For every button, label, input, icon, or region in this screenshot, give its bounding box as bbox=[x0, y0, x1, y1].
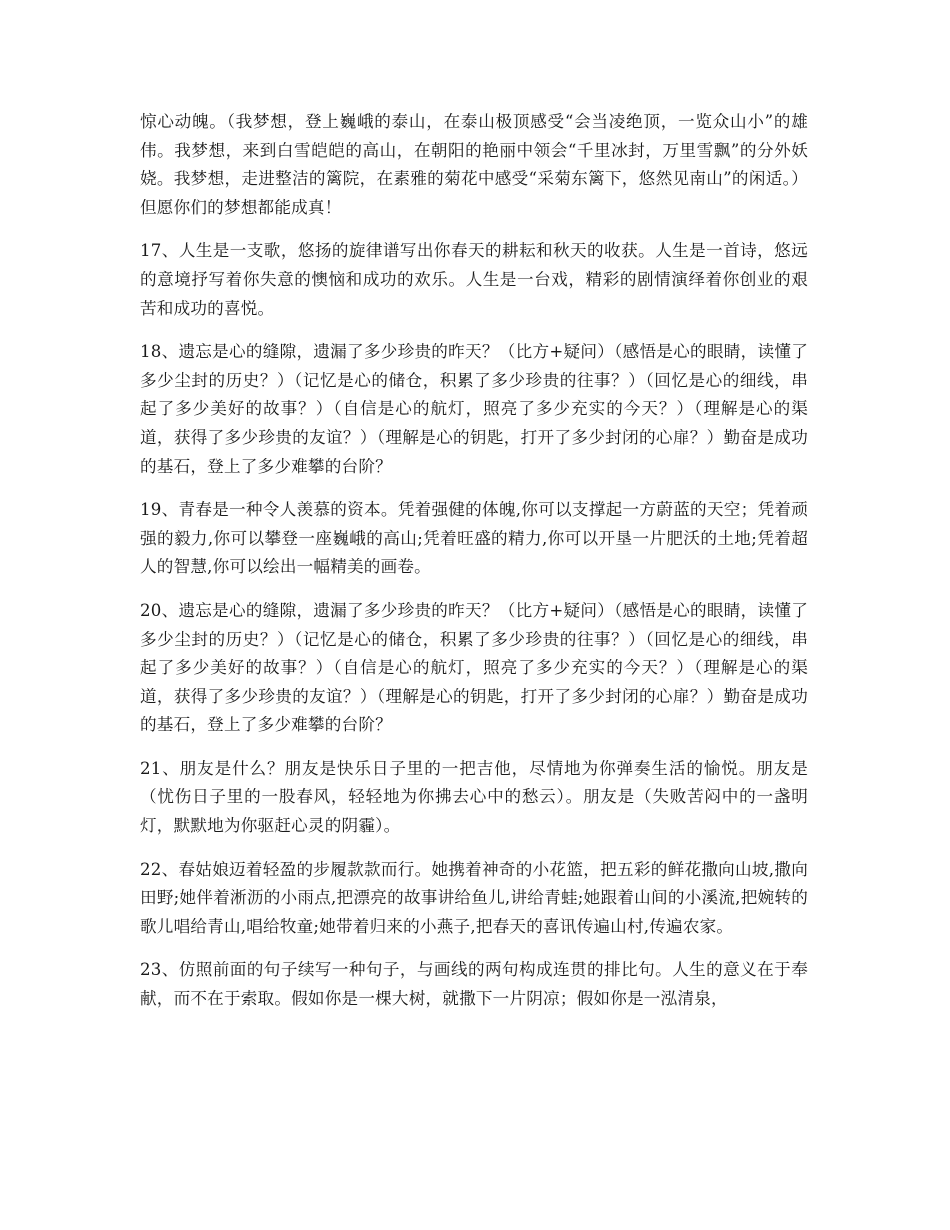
paragraph-21: 21、朋友是什么？朋友是快乐日子里的一把吉他，尽情地为你弹奏生活的愉悦。朋友是（忧伤日子里的一股春风，轻轻地为你拂去心中的愁云）。朋友是（失败苦闷中的一盏明灯，默默地为你驱赶心灵的阴霾）。 bbox=[140, 758, 808, 836]
paragraph-19: 19、青春是一种令人羡慕的资本。凭着强健的体魄,你可以支撑起一方蔚蓝的天空；凭着顽强的毅力,你可以攀登一座巍峨的高山;凭着旺盛的精力,你可以开垦一片肥沃的土地;凭着超人的智慧,你可以绘出一幅精美的画卷。 bbox=[140, 500, 808, 577]
paragraph-continuation: 惊心动魄。（我梦想，登上巍峨的泰山，在泰山极顶感受“会当凌绝顶，一览众山小”的雄伟。我梦想，来到白雪皑皑的高山，在朝阳的艳丽中领会“千里冰封，万里雪飘”的分外妖娆。我梦想，走进整洁的篱院，在素雅的菊花中感受“采菊东篱下，悠然见南山”的闲适。）但愿你们的梦想都能成真！ bbox=[140, 112, 808, 217]
paragraph-23: 23、仿照前面的句子续写一种句子，与画线的两句构成连贯的排比句。人生的意义在于奉献，而不在于索取。假如你是一棵大树，就撒下一片阴凉；假如你是一泓清泉， bbox=[140, 960, 808, 1009]
paragraph-17: 17、人生是一支歌，悠扬的旋律谱写出你春天的耕耘和秋天的收获。人生是一首诗，悠远的意境抒写着你失意的懊恼和成功的欢乐。人生是一台戏，精彩的剧情演绎着你创业的艰苦和成功的喜悦。 bbox=[140, 241, 808, 318]
document-page bbox=[140, 108, 808, 1029]
paragraph-20: 20、遗忘是心的缝隙，遗漏了多少珍贵的昨天？（比方+疑问）（感悟是心的眼睛，读懂了多少尘封的历史？）（记忆是心的储仓，积累了多少珍贵的往事？）（回忆是心的细线，串起了多少美好的故事？）（自信是心的航灯，照亮了多少充实的今天？）（理解是心的渠道，获得了多少珍贵的友谊？）（理解是心的钥匙，打开了多少封闭的心扉？）勤奋是成功的基石，登上了多少难攀的台阶？ bbox=[140, 600, 808, 735]
paragraph-18: 18、遗忘是心的缝隙，遗漏了多少珍贵的昨天？（比方+疑问）（感悟是心的眼睛，读懂了多少尘封的历史？）（记忆是心的储仓，积累了多少珍贵的往事？）（回忆是心的细线，串起了多少美好的故事？）（自信是心的航灯，照亮了多少充实的今天？）（理解是心的渠道，获得了多少珍贵的友谊？）（理解是心的钥匙，打开了多少封闭的心扉？）勤奋是成功的基石，登上了多少难攀的台阶？ bbox=[140, 342, 808, 476]
paragraph-22: 22、春姑娘迈着轻盈的步履款款而行。她携着神奇的小花篮，把五彩的鲜花撒向山坡,撒向田野;她伴着淅沥的小雨点,把漂亮的故事讲给鱼儿,讲给青蛙;她跟着山间的小溪流,把婉转的歌儿唱给青山,唱给牧童;她带着归来的小燕子,把春天的喜讯传遍山村,传遍农家。 bbox=[140, 859, 808, 936]
